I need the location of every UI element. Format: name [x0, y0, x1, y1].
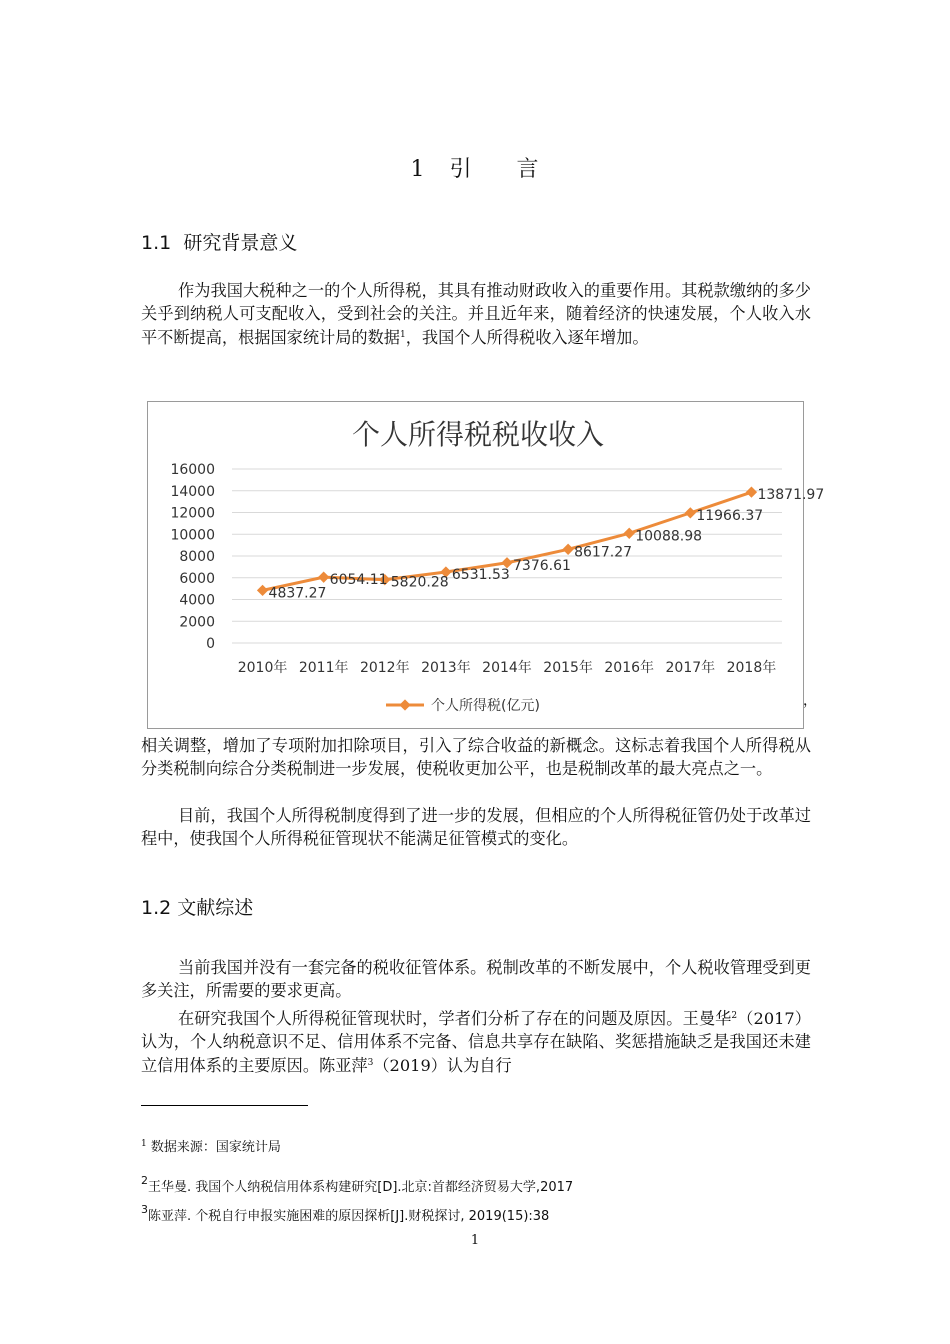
y-tick-label: 4000 [179, 592, 215, 609]
data-point-marker [562, 544, 573, 555]
data-point-marker [746, 486, 757, 497]
y-tick-label: 6000 [179, 570, 215, 587]
data-point-marker [685, 507, 696, 518]
footnote-text: 王华曼. 我国个人纳税信用体系构建研究[D].北京:首都经济贸易大学,2017 [148, 1180, 574, 1195]
footnote-1 [141, 1136, 281, 1155]
paragraph-5 [141, 1007, 811, 1077]
paragraph-text: 在研究我国个人所得税征管现状时，学者们分析了存在的问题及原因。王曼华 [178, 1009, 732, 1028]
data-label: 11966.37 [696, 507, 764, 524]
section-title: 研究背景意义 [183, 232, 298, 254]
x-tick-label: 2012年 [359, 660, 410, 676]
x-tick-label: 2010年 [237, 660, 288, 676]
data-label: 7376.61 [513, 557, 571, 574]
section-title: 文献综述 [177, 897, 254, 919]
chart-title: 个人所得税税收收入 [351, 418, 605, 451]
x-tick-label: 2016年 [604, 660, 655, 676]
chapter-number: 1 [410, 157, 426, 182]
x-tick-label: 2014年 [482, 660, 532, 676]
x-tick-label: 2011年 [298, 660, 349, 676]
section-heading-1-1 [141, 228, 297, 255]
x-tick-label: 2017年 [665, 660, 716, 676]
data-label: 10088.98 [635, 528, 703, 545]
chapter-title [0, 152, 950, 183]
section-number: 1.1 [141, 232, 172, 254]
paragraph-text: 作为我国大税种之一的个人所得税，其具有推动财政收入的重要作用。其税款缴纳的多少关乎到纳税人可支配收入，受到社会的关注。并且近年来，随着经济的快速发展，个人收入水平不断提高，根据国家统计局的数据 [141, 281, 811, 347]
stray-mark: ， [803, 693, 817, 709]
legend-marker-icon [399, 699, 410, 710]
data-label: 6054.11 [329, 572, 388, 589]
paragraph-text: （2017）认为，个人纳税意识不足、信用体系不完备、信息共享存在缺陷、奖惩措施缺乏是我国还未建立信用体系的主要原因。陈亚萍 [141, 1009, 811, 1075]
footnote-3 [141, 1205, 549, 1224]
footnote-ref-3[interactable]: 3 [367, 1057, 374, 1068]
chapter-title-part1: 引 [449, 157, 473, 182]
x-tick-label: 2015年 [543, 660, 593, 676]
paragraph-4: 当前我国并没有一套完备的税收征管体系。税制改革的不断发展中，个人税收管理受到更多关注，所需要的要求更高。 [141, 958, 811, 1001]
data-label: 8617.27 [574, 544, 633, 561]
data-point-marker [257, 585, 268, 596]
chart-legend [386, 698, 540, 714]
y-tick-label: 0 [206, 636, 215, 652]
y-tick-label: 2000 [179, 614, 215, 631]
paragraph-text: ，我国个人所得税收入逐年增加。 [405, 327, 649, 347]
chapter-title-part2: 言 [516, 157, 540, 182]
footnote-divider [141, 1105, 308, 1106]
paragraph-text: （2019）认为自行 [373, 1055, 512, 1075]
data-label: 13871.97 [757, 487, 825, 504]
footnote-number: 1 [141, 1139, 147, 1149]
footnote-ref-1[interactable]: 1 [400, 329, 406, 340]
data-point-marker [624, 528, 635, 539]
data-label: 5820.28 [390, 574, 449, 591]
x-tick-label: 2013年 [421, 660, 471, 676]
footnote-ref-2[interactable]: 2 [731, 1011, 738, 1021]
page-number: 1 [470, 1233, 480, 1248]
data-label: 4837.27 [268, 585, 327, 602]
footnote-number: 3 [141, 1203, 148, 1216]
data-point-marker [318, 572, 329, 583]
section-heading-1-2 [141, 893, 253, 920]
paragraph-2: 相关调整，增加了专项附加扣除项目，引入了综合收益的新概念。这标志着我国个人所得税从分类税制向综合分类税制进一步发展，使税收更加公平，也是税制改革的最大亮点之一。 [141, 736, 811, 779]
y-tick-label: 8000 [179, 549, 215, 565]
paragraph-1 [141, 279, 811, 349]
data-label: 6531.53 [451, 566, 510, 583]
footnote-2 [141, 1176, 573, 1195]
chart-svg [148, 402, 825, 728]
section-number: 1.2 [141, 897, 172, 919]
y-tick-label: 16000 [170, 462, 215, 478]
y-tick-label: 14000 [170, 483, 215, 500]
footnote-text: 陈亚萍. 个税自行申报实施困难的原因探析[J].财税探讨, 2019(15):38 [148, 1209, 550, 1224]
y-tick-label: 10000 [170, 527, 215, 544]
tax-revenue-chart [147, 401, 825, 729]
legend-label: 个人所得税(亿元) [431, 698, 540, 714]
y-tick-label: 12000 [170, 505, 215, 522]
footnote-text: 数据来源：国家统计局 [150, 1140, 281, 1155]
footnote-number: 2 [141, 1174, 148, 1187]
paragraph-3: 目前，我国个人所得税制度得到了进一步的发展，但相应的个人所得税征管仍处于改革过程中，使我国个人所得税征管现状不能满足征管模式的变化。 [141, 806, 811, 849]
x-tick-label: 2018年 [726, 660, 777, 676]
